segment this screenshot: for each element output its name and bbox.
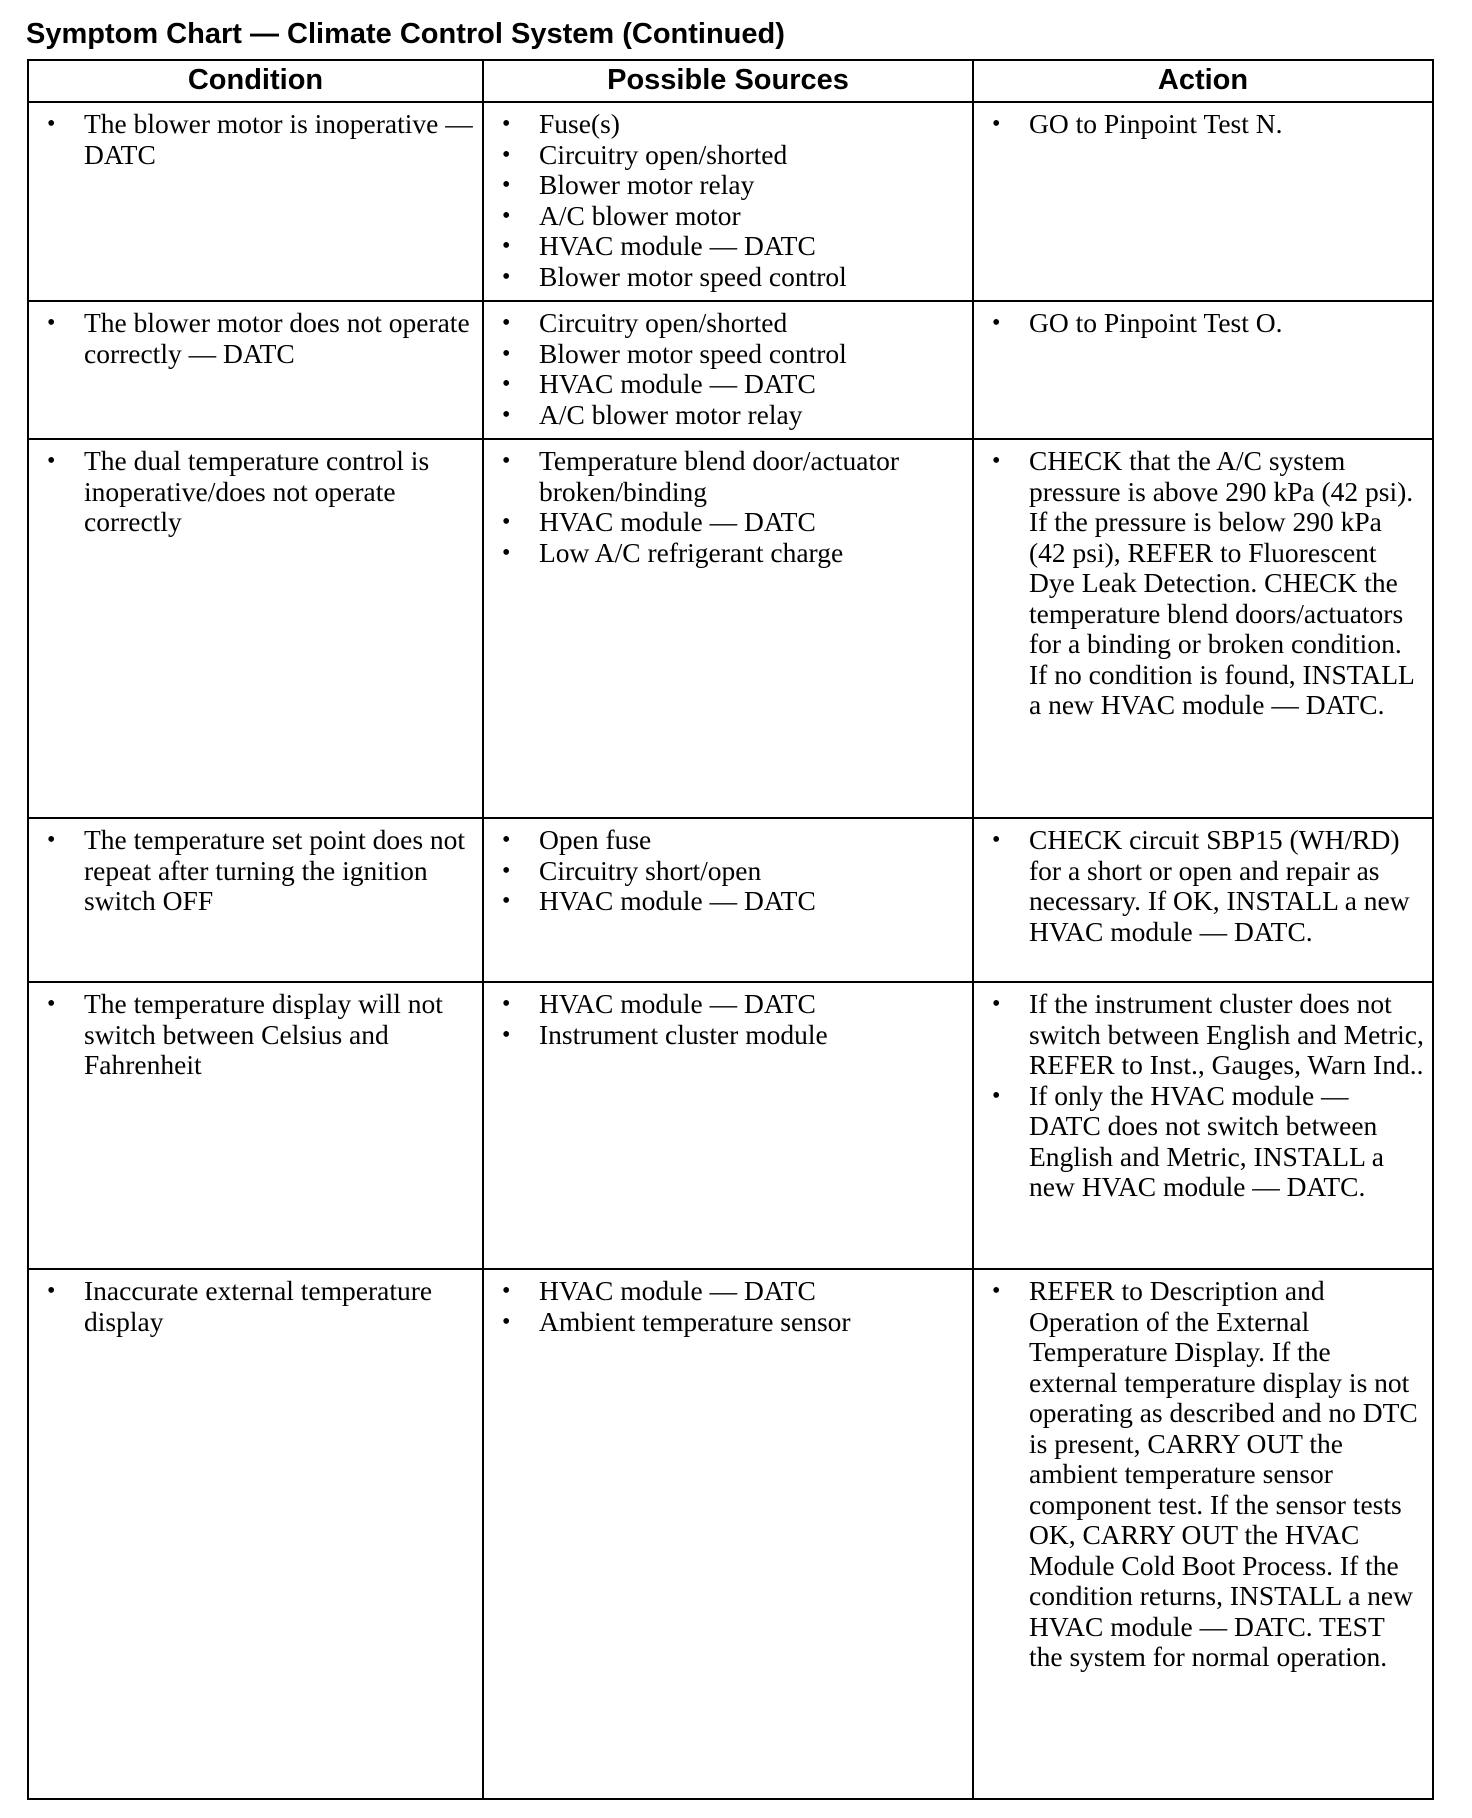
bullet-item: • Low A/C refrigerant charge (492, 538, 964, 569)
bullet-item: • HVAC module — DATC (492, 1276, 964, 1307)
condition-cell (28, 818, 483, 982)
bullet-item: • Ambient temperature sensor (492, 1307, 964, 1338)
bullet-item: • Blower motor speed control (492, 339, 964, 370)
page-title: Symptom Chart — Climate Control System (Continued) (26, 18, 785, 50)
table-header-row (28, 60, 1433, 102)
condition-cell (28, 439, 483, 818)
sources-cell (483, 102, 973, 301)
bullet-item: • If only the HVAC module — DATC does not switch between English and Metric, INSTALL a new HVAC module — DATC. (982, 1081, 1424, 1203)
action-cell (973, 102, 1433, 301)
condition-cell (28, 1269, 483, 1799)
bullet-item: • Instrument cluster module (492, 1020, 964, 1051)
condition-cell (28, 982, 483, 1269)
bullet-item: • Temperature blend door/actuator broken/binding (492, 446, 964, 507)
bullet-item: • Blower motor speed control (492, 262, 964, 293)
table-row (28, 1269, 1433, 1799)
column-header-condition: Condition (28, 60, 483, 102)
bullet-item: • The dual temperature control is inoperative/does not operate correctly (37, 446, 474, 538)
table-row (28, 982, 1433, 1269)
bullet-item: • CHECK that the A/C system pressure is above 290 kPa (42 psi). If the pressure is below 290 kPa (42 psi), REFER to Fluorescent Dye Leak Detection. CHECK the temperature blend doors/actuators for a binding or broken condition. If no condition is found, INSTALL a new HVAC module — DATC. (982, 446, 1424, 721)
bullet-item: • The temperature set point does not repeat after turning the ignition switch OFF (37, 825, 474, 917)
bullet-item: • HVAC module — DATC (492, 507, 964, 538)
table-row (28, 439, 1433, 818)
bullet-item: • HVAC module — DATC (492, 886, 964, 917)
symptom-chart-table (27, 59, 1434, 1800)
bullet-item: • Open fuse (492, 825, 964, 856)
bullet-item: • Inaccurate external temperature display (37, 1276, 474, 1337)
bullet-item: • HVAC module — DATC (492, 369, 964, 400)
bullet-item: • REFER to Description and Operation of the External Temperature Display. If the external temperature display is not operating as described and no DTC is present, CARRY OUT the ambient temperature sensor component test. If the sensor tests OK, CARRY OUT the HVAC Module Cold Boot Process. If the condition returns, INSTALL a new HVAC module — DATC. TEST the system for normal operation. (982, 1276, 1424, 1673)
bullet-item: • The blower motor is inoperative — DATC (37, 109, 474, 170)
column-header-action: Action (973, 60, 1433, 102)
condition-cell (28, 301, 483, 439)
bullet-item: • Circuitry open/shorted (492, 308, 964, 339)
bullet-item: • A/C blower motor relay (492, 400, 964, 431)
column-header-possible-sources: Possible Sources (483, 60, 973, 102)
sources-cell (483, 301, 973, 439)
bullet-item: • Fuse(s) (492, 109, 964, 140)
action-cell (973, 1269, 1433, 1799)
bullet-item: • GO to Pinpoint Test O. (982, 308, 1424, 339)
sources-cell (483, 439, 973, 818)
bullet-item: • HVAC module — DATC (492, 231, 964, 262)
sources-cell (483, 982, 973, 1269)
sources-cell (483, 818, 973, 982)
action-cell (973, 818, 1433, 982)
bullet-item: • If the instrument cluster does not switch between English and Metric, REFER to Inst., Gauges, Warn Ind.. (982, 989, 1424, 1081)
bullet-item: • The temperature display will not switch between Celsius and Fahrenheit (37, 989, 474, 1081)
bullet-item: • Circuitry short/open (492, 856, 964, 887)
bullet-item: • GO to Pinpoint Test N. (982, 109, 1424, 140)
table-row (28, 102, 1433, 301)
action-cell (973, 982, 1433, 1269)
action-cell (973, 301, 1433, 439)
bullet-item: • The blower motor does not operate correctly — DATC (37, 308, 474, 369)
table-row (28, 301, 1433, 439)
bullet-item: • Circuitry open/shorted (492, 140, 964, 171)
condition-cell (28, 102, 483, 301)
bullet-item: • HVAC module — DATC (492, 989, 964, 1020)
bullet-item: • Blower motor relay (492, 170, 964, 201)
table-row (28, 818, 1433, 982)
sources-cell (483, 1269, 973, 1799)
action-cell (973, 439, 1433, 818)
bullet-item: • CHECK circuit SBP15 (WH/RD) for a short or open and repair as necessary. If OK, INSTALL a new HVAC module — DATC. (982, 825, 1424, 947)
bullet-item: • A/C blower motor (492, 201, 964, 232)
